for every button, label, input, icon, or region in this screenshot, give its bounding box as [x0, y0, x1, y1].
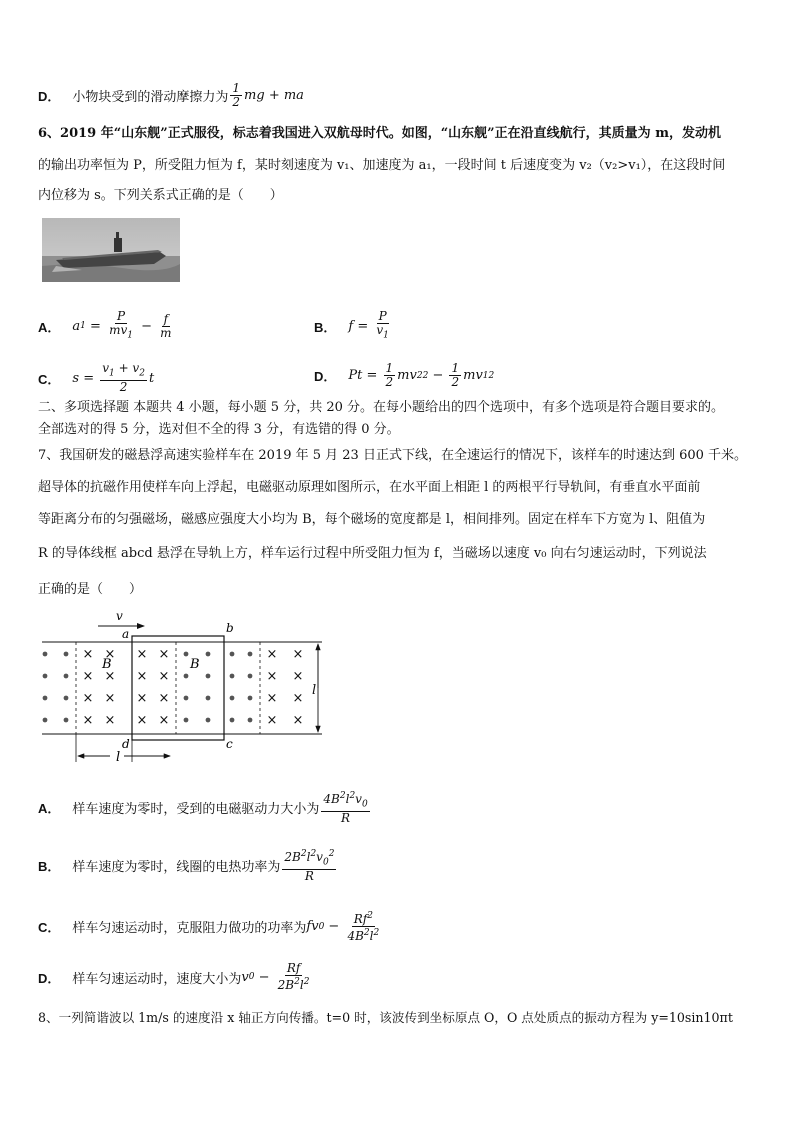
svg-text:×: ×	[104, 647, 116, 662]
svg-text:×: ×	[104, 669, 116, 684]
q7-stem-line3: 等距离分布的匀强磁场，磁感应强度大小均为 B，每个磁场的宽度都是 l，相间排列。固定在样车下方宽为 l、阻值为	[38, 512, 706, 527]
svg-text:×: ×	[158, 669, 170, 684]
svg-text:×: ×	[266, 691, 278, 706]
svg-text:×: ×	[82, 647, 94, 662]
q7-option-d: D． 样车匀速运动时，速度大小为 v 0 − $\frac{Rf}{2B^2l^2}$	[38, 961, 310, 992]
q6-option-b: B． f = $\frac{P}{v_1}$	[314, 309, 389, 341]
q5-option-d: D． 小物块受到的滑动摩擦力为 1 2 mg + ma	[38, 81, 304, 109]
velocity-label: v	[116, 609, 123, 623]
svg-text:×: ×	[104, 713, 116, 728]
section2-heading: 二、多项选择题 本题共 4 小题，每小题 5 分，共 20 分。在每小题给出的四个选项中，有多个选项是符合题目要求的。	[38, 400, 725, 415]
svg-text:×: ×	[266, 669, 278, 684]
q6-stem-line3: 内位移为 s。下列关系式正确的是（ ）	[38, 188, 283, 203]
corner-a: a	[122, 627, 130, 641]
svg-text:×: ×	[136, 647, 148, 662]
svg-text:×: ×	[266, 647, 278, 662]
section2-scoring: 全部选对的得 5 分，选对但不全的得 3 分，有选错的得 0 分。	[38, 422, 400, 437]
svg-text:×: ×	[266, 713, 278, 728]
dimension-l-bottom: l	[116, 750, 121, 765]
field-label-b1: B	[102, 657, 112, 672]
corner-d: d	[122, 737, 130, 751]
q6-option-c: C． s = $\frac{v_1 + v_2}{2}$ t	[38, 361, 155, 395]
q7-stem-line1: 7、我国研发的磁悬浮高速实验样车在 2019 年 5 月 23 日正式下线，在全速运行的情况下，该样车的时速达到 600 千米。	[38, 448, 748, 463]
q6-stem-line1: 6、2019 年“山东舰”正式服役，标志着我国进入双航母时代。如图，“山东舰”正在沿直线航行，其质量为 m，发动机	[38, 126, 721, 141]
q7-option-a: A． 样车速度为零时，受到的电磁驱动力大小为 $4B^2l^2v_0$ R	[38, 791, 368, 826]
svg-text:×: ×	[292, 669, 304, 684]
svg-text:×: ×	[136, 691, 148, 706]
q7-option-b: B． 样车速度为零时，线圈的电热功率为 $2B^2l^2v_0^2$ R	[38, 849, 335, 884]
maglev-magnetic-field-diagram	[36, 608, 336, 766]
svg-text:×: ×	[292, 647, 304, 662]
svg-text:×: ×	[158, 691, 170, 706]
field-dots	[43, 652, 253, 723]
svg-text:×: ×	[292, 691, 304, 706]
corner-c: c	[226, 737, 233, 751]
corner-b: b	[226, 621, 234, 635]
q6-option-a: A． a 1 = $\frac{P}{mv_1}$ − $\frac{f}{m}$	[38, 309, 172, 341]
q6-stem-line2: 的输出功率恒为 P，所受阻力恒为 f，某时刻速度为 v₁、加速度为 a₁，一段时间 t 后速度变为 v₂（v₂>v₁），在这段时间	[38, 158, 726, 173]
q7-stem-line5: 正确的是（ ）	[38, 582, 143, 597]
q7-stem-line4: R 的导体线框 abcd 悬浮在导轨上方，样车运行过程中所受阻力恒为 f，当磁场以速度 v₀ 向右匀速运动时，下列说法	[38, 546, 707, 561]
svg-text:×: ×	[136, 713, 148, 728]
aircraft-carrier-photo	[42, 218, 180, 282]
q7-stem-line2: 超导体的抗磁作用使样车向上浮起，电磁驱动原理如图所示，在水平面上相距 l 的两根平行导轨间，有垂直水平面前	[38, 480, 701, 495]
svg-text:×: ×	[158, 713, 170, 728]
fraction: 1 2	[232, 81, 241, 109]
svg-text:×: ×	[158, 647, 170, 662]
dimension-l-right: l	[312, 683, 317, 698]
svg-text:×: ×	[104, 691, 116, 706]
field-label-b2: B	[190, 657, 200, 672]
svg-text:×: ×	[82, 691, 94, 706]
svg-text:×: ×	[292, 713, 304, 728]
svg-text:×: ×	[136, 669, 148, 684]
q8-stem-line1: 8、一列简谐波以 1m/s 的速度沿 x 轴正方向传播。t=0 时，该波传到坐标原点 O，O 点处质点的振动方程为 y=10sin10πt	[38, 1010, 733, 1025]
q6-option-d: D． Pt = $\frac{1}{2}$ mv 2 2 − $\frac{1}{2}$ mv 1 2	[314, 361, 495, 389]
svg-text:×: ×	[82, 713, 94, 728]
svg-text:×: ×	[82, 669, 94, 684]
q7-option-c: C． 样车匀速运动时，克服阻力做功的功率为 fv 0 − $\frac{Rf^2}{4B^2l^2}$	[38, 911, 380, 943]
